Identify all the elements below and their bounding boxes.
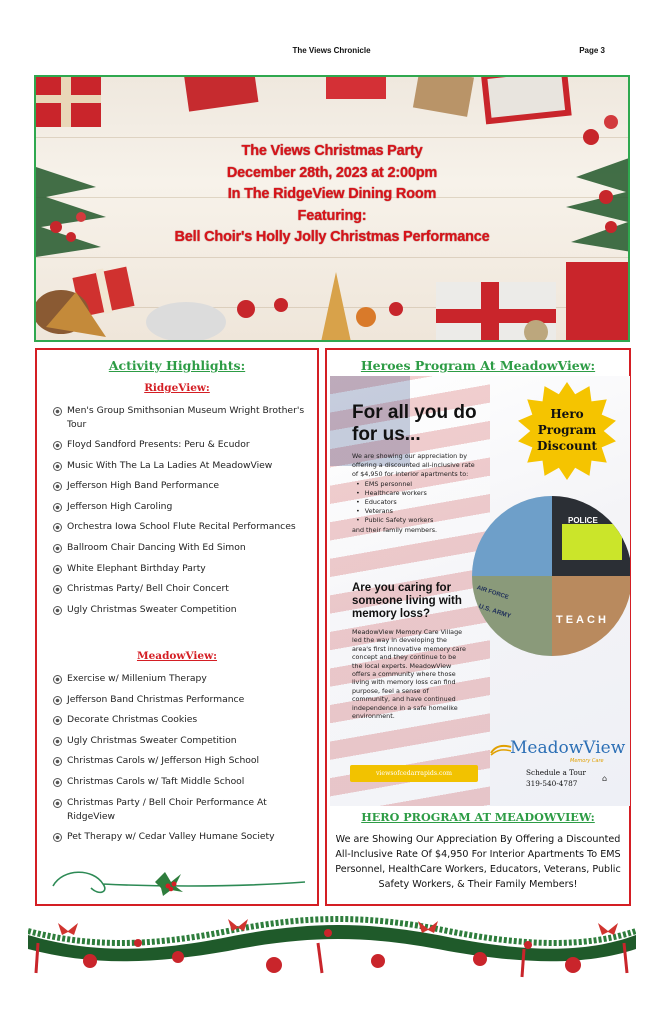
list-item: Christmas Party / Bell Choir Performance At RidgeView bbox=[53, 796, 311, 824]
list-item: • Public Safety workers bbox=[356, 516, 433, 525]
flyer-intro: We are showing our appreciation by offering a discounted all-inclusive rate of $4,950 for interior apartments to: bbox=[352, 452, 475, 478]
phone-number: 319-540-4787 bbox=[526, 779, 578, 788]
bullet-icon bbox=[53, 503, 62, 512]
list-item: Ballroom Chair Dancing With Ed Simon bbox=[53, 541, 311, 555]
bullet-icon bbox=[53, 757, 62, 766]
bullet-icon bbox=[53, 585, 62, 594]
schedule-tour-info bbox=[526, 767, 586, 789]
meadowview-logo: MeadowView bbox=[510, 738, 626, 758]
bullet-icon bbox=[53, 675, 62, 684]
flyer-groups-tail: and their family members. bbox=[352, 526, 438, 534]
healthcare-worker-photo bbox=[472, 496, 552, 576]
list-item: Orchestra Iowa School Flute Recital Performances bbox=[53, 520, 311, 534]
bullet-icon bbox=[53, 833, 62, 842]
flyer-memory-care-text: MeadowView Memory Care Village led the way in developing the area's first innovative memory care concept and they continue to be the local experts. MeadowView offers a community where those living with memory loss can find purpose, feel a sense of community, and have continued independence in a safe homelike environment. bbox=[352, 628, 466, 721]
list-item: Music With The La La Ladies At MeadowView bbox=[53, 459, 311, 473]
list-item: Pet Therapy w/ Cedar Valley Humane Society bbox=[53, 830, 311, 844]
activity-highlights-title: Activity Highlights: bbox=[108, 358, 246, 373]
ridgeview-activity-list bbox=[53, 404, 311, 623]
list-item: Christmas Carols w/ Jefferson High School bbox=[53, 754, 311, 768]
schedule-tour-label: Schedule a Tour bbox=[526, 768, 586, 777]
bullet-icon bbox=[53, 606, 62, 615]
ridgeview-heading: RidgeView: bbox=[144, 382, 210, 394]
list-item: • Healthcare workers bbox=[356, 489, 433, 498]
list-item: • Educators bbox=[356, 498, 433, 507]
bullet-icon bbox=[53, 716, 62, 725]
police-officer-photo: POLICE bbox=[552, 496, 630, 576]
list-item: Jefferson Band Christmas Performance bbox=[53, 693, 311, 707]
flyer-eligible-groups bbox=[356, 480, 433, 525]
list-item: Decorate Christmas Cookies bbox=[53, 713, 311, 727]
meadowview-logo-subtitle: Memory Care bbox=[570, 758, 604, 764]
list-item: • EMS personnel bbox=[356, 480, 433, 489]
list-item: Ugly Christmas Sweater Competition bbox=[53, 603, 311, 617]
banner-line-date: December 28th, 2023 at 2:00pm bbox=[226, 164, 438, 181]
list-item: Men's Group Smithsonian Museum Wright Brother's Tour bbox=[53, 404, 311, 432]
heroes-program-title: Heroes Program At MeadowView: bbox=[360, 358, 596, 373]
heroes-photo-collage bbox=[472, 496, 630, 656]
bullet-icon bbox=[53, 482, 62, 491]
banner-text bbox=[36, 141, 628, 249]
bullet-icon bbox=[53, 737, 62, 746]
list-item: Jefferson High Band Performance bbox=[53, 479, 311, 493]
bullet-icon bbox=[53, 462, 62, 471]
heroes-program-panel bbox=[325, 348, 631, 906]
military-photo: AIR FORCE U.S. ARMY bbox=[472, 576, 552, 656]
list-item: Jefferson High Caroling bbox=[53, 500, 311, 514]
list-item: Floyd Sandford Presents: Peru & Ecudor bbox=[53, 438, 311, 452]
list-item: • Veterans bbox=[356, 507, 433, 516]
meadowview-heading: MeadowView: bbox=[136, 650, 218, 662]
page-header bbox=[0, 44, 663, 58]
flyer-headline: For all you do for us... bbox=[352, 402, 477, 445]
banner-line-location: In The RidgeView Dining Room bbox=[227, 186, 437, 202]
hero-discount-badge-text: Hero Program Discount bbox=[536, 407, 598, 453]
meadowview-activity-list bbox=[53, 672, 311, 851]
bullet-icon bbox=[53, 407, 62, 416]
list-item: Christmas Party/ Bell Choir Concert bbox=[53, 582, 311, 596]
list-item: Exercise w/ Millenium Therapy bbox=[53, 672, 311, 686]
banner-line-performance: Bell Choir's Holly Jolly Christmas Performance bbox=[174, 229, 490, 245]
bullet-icon bbox=[53, 544, 62, 553]
hero-program-text: We are Showing Our Appreciation By Offering a Discounted All-Inclusive Rate Of $4,950 For Interior Apartments To EMS Personnel, HealthCare Workers, Educators, Veterans, Public Safety Workers, & Their Family Members! bbox=[335, 834, 621, 890]
activity-highlights-panel bbox=[35, 348, 319, 906]
banner-line-featuring: Featuring: bbox=[297, 207, 367, 224]
christmas-garland-border-image bbox=[28, 913, 636, 981]
bullet-icon bbox=[53, 696, 62, 705]
newsletter-title: The Views Chronicle bbox=[292, 46, 371, 55]
teacher-photo: TEACH bbox=[552, 576, 630, 656]
bullet-icon bbox=[53, 778, 62, 787]
bullet-icon bbox=[53, 565, 62, 574]
mistletoe-flourish-icon bbox=[43, 858, 313, 898]
flyer-memory-question: Are you caring for someone living with memory loss? bbox=[352, 582, 462, 620]
website-url[interactable]: viewsofcedarrapids.com bbox=[350, 765, 478, 782]
page-number: Page 3 bbox=[579, 46, 605, 55]
list-item: White Elephant Birthday Party bbox=[53, 562, 311, 576]
meadowview-logo-swoosh-icon bbox=[490, 743, 512, 757]
list-item: Christmas Carols w/ Taft Middle School bbox=[53, 775, 311, 789]
equal-housing-icon: ⌂ bbox=[602, 774, 608, 783]
bullet-icon bbox=[53, 523, 62, 532]
bullet-icon bbox=[53, 441, 62, 450]
christmas-party-banner bbox=[34, 75, 630, 342]
hero-program-flyer bbox=[330, 376, 630, 806]
hero-program-heading: HERO PROGRAM AT MEADOWVIEW: bbox=[361, 810, 595, 824]
list-item: Ugly Christmas Sweater Competition bbox=[53, 734, 311, 748]
banner-line-title: The Views Christmas Party bbox=[241, 143, 423, 159]
bullet-icon bbox=[53, 799, 62, 808]
